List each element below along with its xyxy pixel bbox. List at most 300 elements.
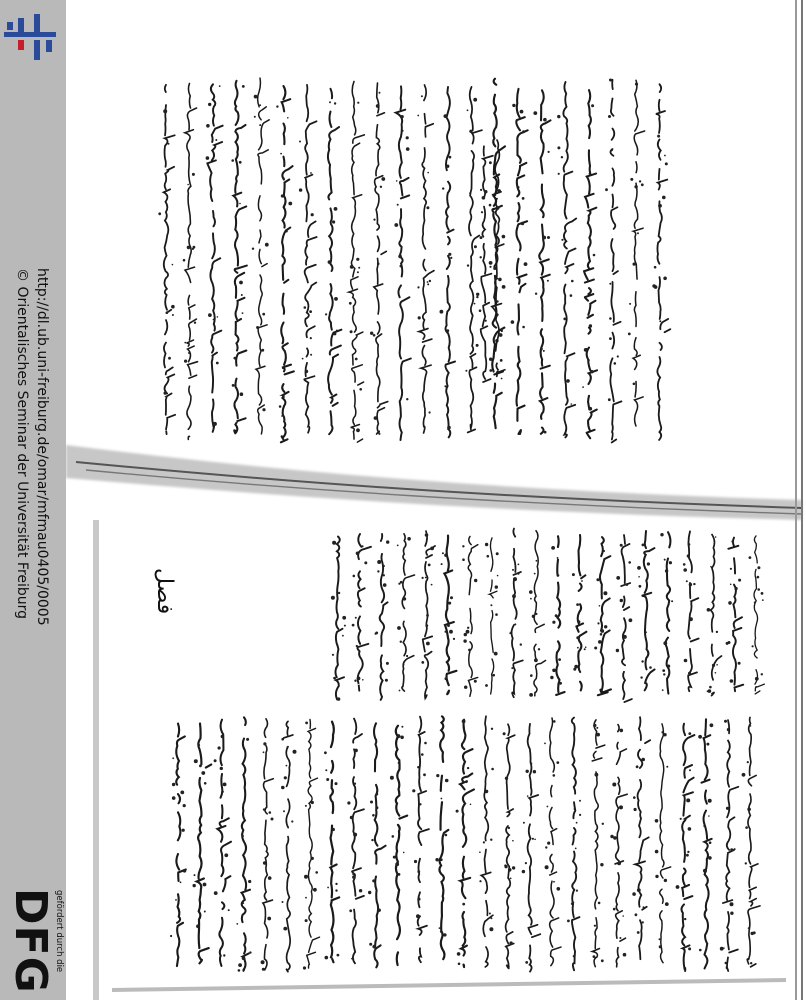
script-dot [663, 277, 667, 281]
script-dot [489, 261, 493, 265]
script-dot [448, 253, 451, 256]
script-dot [561, 156, 563, 158]
script-dot [435, 858, 438, 861]
script-dot [403, 664, 405, 666]
script-dot [430, 547, 434, 551]
script-dot [276, 105, 278, 107]
script-dot [745, 826, 748, 829]
script-dot [239, 203, 241, 205]
script-dot [637, 888, 641, 892]
script-dot [498, 278, 502, 282]
script-dot [377, 560, 381, 564]
script-dot [462, 558, 465, 561]
script-dot [707, 608, 711, 612]
script-dot [657, 135, 660, 138]
script-dot [748, 927, 750, 929]
script-dot [576, 822, 578, 824]
script-dot [594, 647, 597, 650]
script-dot [474, 303, 476, 305]
script-dot [517, 186, 520, 189]
script-dot [587, 359, 589, 361]
script-dot [466, 750, 468, 752]
script-dot [259, 124, 261, 126]
script-dot [208, 103, 211, 106]
script-dot [620, 599, 623, 602]
script-dot [481, 211, 483, 213]
script-dot [591, 104, 594, 107]
script-dot [533, 111, 537, 115]
script-dot [397, 626, 401, 630]
library-logo-icon [4, 10, 56, 62]
script-dot [635, 913, 638, 916]
funder-name: DFG [5, 888, 56, 994]
script-dot [465, 370, 467, 372]
script-dot [214, 891, 218, 895]
script-dot [687, 851, 689, 853]
script-dot [166, 194, 168, 196]
script-dot [468, 649, 471, 652]
script-dot [336, 330, 338, 332]
script-dot [241, 294, 243, 296]
script-dot [594, 925, 596, 927]
script-dot [761, 673, 763, 675]
script-dot [238, 969, 241, 972]
script-dot [333, 332, 336, 335]
script-dot [337, 954, 340, 957]
script-dot [383, 583, 387, 587]
script-dot [576, 603, 579, 606]
script-dot [589, 173, 591, 175]
script-dot [761, 592, 764, 595]
script-dot [246, 738, 249, 741]
script-dot [224, 853, 228, 857]
script-dot [325, 769, 327, 771]
script-dot [709, 686, 712, 689]
script-dot [449, 630, 453, 634]
script-dot [417, 870, 420, 873]
script-dot [476, 293, 479, 296]
script-dot [419, 803, 421, 805]
script-dot [688, 827, 692, 831]
script-dot [326, 778, 329, 781]
script-dot [703, 869, 707, 873]
script-dot [281, 786, 285, 790]
script-dot [730, 848, 733, 851]
script-dot [417, 286, 419, 288]
script-dot [328, 260, 332, 264]
script-dot [332, 654, 334, 656]
script-dot [254, 116, 256, 118]
script-dot [439, 927, 441, 929]
script-dot [573, 955, 575, 957]
script-dot [745, 862, 747, 864]
script-dot [680, 818, 682, 820]
script-dot [183, 804, 186, 807]
script-dot [665, 569, 668, 572]
script-dot [495, 585, 498, 588]
script-dot [445, 779, 449, 783]
script-dot [446, 329, 449, 332]
script-dot [579, 814, 581, 816]
script-dot [398, 255, 402, 259]
script-dot [530, 762, 532, 764]
script-dot [356, 258, 359, 261]
script-dot [757, 566, 760, 569]
script-dot [510, 878, 512, 880]
script-dot [609, 283, 611, 285]
script-dot [716, 631, 718, 633]
script-dot [490, 917, 492, 919]
script-dot [548, 151, 550, 153]
script-dot [354, 783, 356, 785]
script-dot [576, 636, 579, 639]
script-dot [261, 960, 265, 964]
script-dot [281, 415, 283, 417]
script-dot [494, 652, 498, 656]
script-dot [463, 728, 465, 730]
script-dot [400, 736, 404, 740]
script-dot [188, 352, 190, 354]
script-dot [576, 890, 578, 892]
script-dot [483, 841, 485, 843]
script-dot [449, 156, 452, 159]
script-dot [641, 758, 645, 762]
script-dot [398, 762, 400, 764]
script-dot [417, 115, 419, 117]
script-dot [485, 684, 488, 687]
script-dot [443, 933, 446, 936]
script-dot [669, 561, 672, 564]
script-dot [749, 556, 752, 559]
script-dot [512, 866, 515, 869]
script-dot [523, 822, 525, 824]
script-dot [359, 889, 362, 892]
source-url[interactable]: http://dl.ub.uni-freiburg.de/omar/mfmau0405/0005 [34, 268, 50, 626]
script-dot [426, 206, 429, 209]
script-dot [427, 172, 429, 174]
script-dot [356, 645, 358, 647]
script-dot [706, 743, 709, 746]
script-dot [325, 956, 329, 960]
script-dot [555, 614, 558, 617]
script-dot [429, 280, 431, 282]
section-marker: فصل [152, 568, 177, 615]
script-dot [436, 774, 439, 777]
script-dot [658, 204, 662, 208]
script-dot [609, 337, 612, 340]
script-dot [446, 165, 449, 168]
script-dot [426, 642, 430, 646]
script-dot [492, 674, 495, 677]
script-dot [403, 597, 406, 600]
script-dot [362, 679, 364, 681]
script-dot [557, 557, 559, 559]
script-dot [603, 591, 607, 595]
script-dot [263, 742, 266, 745]
script-dot [512, 840, 514, 842]
script-dot [206, 156, 210, 160]
script-dot [628, 333, 631, 336]
script-dot [642, 544, 645, 547]
script-dot [609, 317, 612, 320]
script-dot [730, 584, 732, 586]
script-dot [611, 150, 613, 152]
script-dot [557, 115, 560, 118]
script-dot [643, 906, 645, 908]
script-dot [372, 945, 376, 949]
script-dot [204, 782, 207, 785]
script-dot [642, 921, 644, 923]
script-dot [683, 568, 687, 572]
script-dot [262, 408, 265, 411]
script-dot [239, 161, 242, 164]
script-dot [256, 326, 259, 329]
script-dot [726, 807, 729, 810]
script-dot [491, 768, 494, 771]
script-dot [659, 945, 662, 948]
script-dot [385, 679, 388, 682]
script-dot [687, 554, 690, 557]
script-dot [393, 856, 396, 859]
script-dot [311, 213, 314, 216]
script-dot [422, 577, 424, 579]
script-dot [544, 743, 546, 745]
script-dot [747, 761, 749, 763]
script-dot [708, 799, 712, 803]
script-dot [183, 259, 186, 262]
script-dot [509, 941, 512, 944]
script-dot [532, 615, 535, 618]
script-dot [688, 732, 691, 735]
script-dot [282, 396, 284, 398]
script-dot [655, 850, 659, 854]
script-dot [655, 819, 659, 823]
script-dot [754, 601, 756, 603]
script-dot [596, 578, 599, 581]
script-dot [547, 842, 550, 845]
script-dot [629, 618, 633, 622]
script-dot [172, 796, 176, 800]
script-dot [544, 431, 547, 434]
script-dot [511, 320, 515, 324]
script-dot [218, 746, 221, 749]
script-dot [305, 722, 308, 725]
script-dot [464, 686, 467, 689]
script-dot [762, 599, 764, 601]
script-dot [676, 885, 680, 889]
script-dot [577, 647, 579, 649]
script-dot [400, 581, 403, 584]
script-dot [579, 800, 581, 802]
script-dot [513, 577, 517, 581]
script-dot [708, 856, 712, 860]
script-dot [386, 540, 389, 543]
script-dot [598, 640, 602, 644]
script-dot [334, 207, 338, 211]
script-dot [168, 357, 171, 360]
script-dot [561, 239, 563, 241]
script-dot [490, 839, 492, 841]
script-dot [590, 370, 593, 373]
script-dot [738, 662, 741, 665]
script-dot [208, 313, 212, 317]
script-dot [467, 264, 469, 266]
script-dot [397, 545, 399, 547]
script-dot [228, 909, 230, 911]
script-dot [599, 605, 601, 607]
script-dot [280, 153, 282, 155]
script-dot [423, 773, 426, 776]
script-dot [400, 641, 402, 643]
script-dot [527, 795, 529, 797]
script-dot [282, 901, 284, 903]
script-dot [262, 313, 265, 316]
script-dot [608, 115, 611, 118]
script-dot [331, 596, 335, 600]
script-dot [172, 757, 174, 759]
script-dot [622, 915, 624, 917]
script-dot [396, 734, 400, 738]
script-dot [596, 727, 598, 729]
script-dot [356, 428, 360, 432]
script-dot [639, 180, 641, 182]
script-dot [724, 720, 727, 723]
script-dot [168, 143, 170, 145]
script-dot [375, 793, 378, 796]
script-dot [476, 296, 478, 298]
script-dot [521, 222, 524, 225]
script-dot [259, 104, 261, 106]
script-dot [193, 884, 196, 887]
script-dot [525, 961, 528, 964]
script-dot [213, 422, 217, 426]
script-dot [416, 914, 420, 918]
script-dot [283, 177, 285, 179]
script-dot [342, 635, 344, 637]
script-dot [271, 818, 274, 821]
script-dot [310, 172, 312, 174]
script-dot [333, 677, 336, 680]
script-dot [574, 665, 578, 669]
script-dot [401, 726, 403, 728]
script-dot [563, 318, 566, 321]
script-dot [377, 570, 379, 572]
script-dot [194, 759, 198, 763]
script-dot [511, 667, 513, 669]
script-dot [750, 962, 752, 964]
script-dot [663, 641, 667, 645]
script-dot [571, 903, 573, 905]
script-dot [753, 931, 756, 934]
script-dot [406, 136, 409, 139]
script-dot [463, 639, 466, 642]
script-dot [482, 196, 486, 200]
script-dot [359, 388, 362, 391]
script-dot [638, 576, 640, 578]
script-dot [502, 235, 506, 239]
script-dot [730, 902, 734, 906]
script-dot [187, 184, 189, 186]
script-dot [547, 236, 550, 239]
script-dot [474, 680, 477, 683]
script-dot [487, 555, 490, 558]
script-dot [501, 378, 503, 380]
script-dot [379, 92, 381, 94]
script-dot [406, 398, 408, 400]
script-dot [222, 791, 224, 793]
script-dot [596, 733, 600, 737]
script-dot [262, 968, 265, 971]
script-dot [752, 645, 754, 647]
script-dot [623, 953, 627, 957]
script-dot [500, 359, 503, 362]
script-dot [689, 583, 692, 586]
script-dot [489, 161, 492, 164]
script-dot [589, 407, 593, 411]
script-dot [533, 770, 536, 773]
script-dot [192, 248, 194, 250]
script-dot [243, 902, 245, 904]
script-dot [485, 543, 488, 546]
script-dot [335, 883, 337, 885]
script-dot [686, 798, 690, 802]
script-dot [453, 638, 455, 640]
script-dot [620, 544, 623, 547]
script-dot [310, 337, 312, 339]
script-dot [325, 313, 327, 315]
script-dot [350, 330, 353, 333]
script-dot [358, 267, 360, 269]
script-dot [558, 658, 561, 661]
script-dot [305, 805, 307, 807]
script-dot [351, 958, 353, 960]
script-dot [662, 689, 664, 691]
script-dot [476, 344, 479, 347]
script-dot [474, 245, 477, 248]
script-dot [496, 314, 498, 316]
script-dot [610, 835, 613, 838]
script-dot [632, 892, 636, 896]
script-dot [530, 674, 533, 677]
script-dot [398, 873, 401, 876]
script-dot [605, 188, 608, 191]
script-dot [456, 810, 459, 813]
script-dot [683, 563, 686, 566]
script-dot [518, 564, 520, 566]
script-dot [593, 955, 596, 958]
script-dot [637, 232, 639, 234]
script-dot [380, 186, 382, 188]
script-dot [663, 673, 665, 675]
script-dot [329, 101, 331, 103]
script-dot [516, 112, 518, 114]
script-dot [203, 883, 207, 887]
script-dot [693, 583, 695, 585]
script-dot [575, 848, 577, 850]
script-dot [279, 405, 282, 408]
script-dot [619, 937, 621, 939]
script-dot [619, 805, 623, 809]
script-dot [480, 256, 482, 258]
script-dot [349, 909, 352, 912]
script-dot [428, 564, 431, 567]
script-dot [204, 911, 206, 913]
script-dot [688, 672, 691, 675]
script-dot [399, 690, 401, 692]
script-dot [335, 889, 337, 891]
script-dot [479, 880, 481, 882]
script-dot [462, 719, 466, 723]
